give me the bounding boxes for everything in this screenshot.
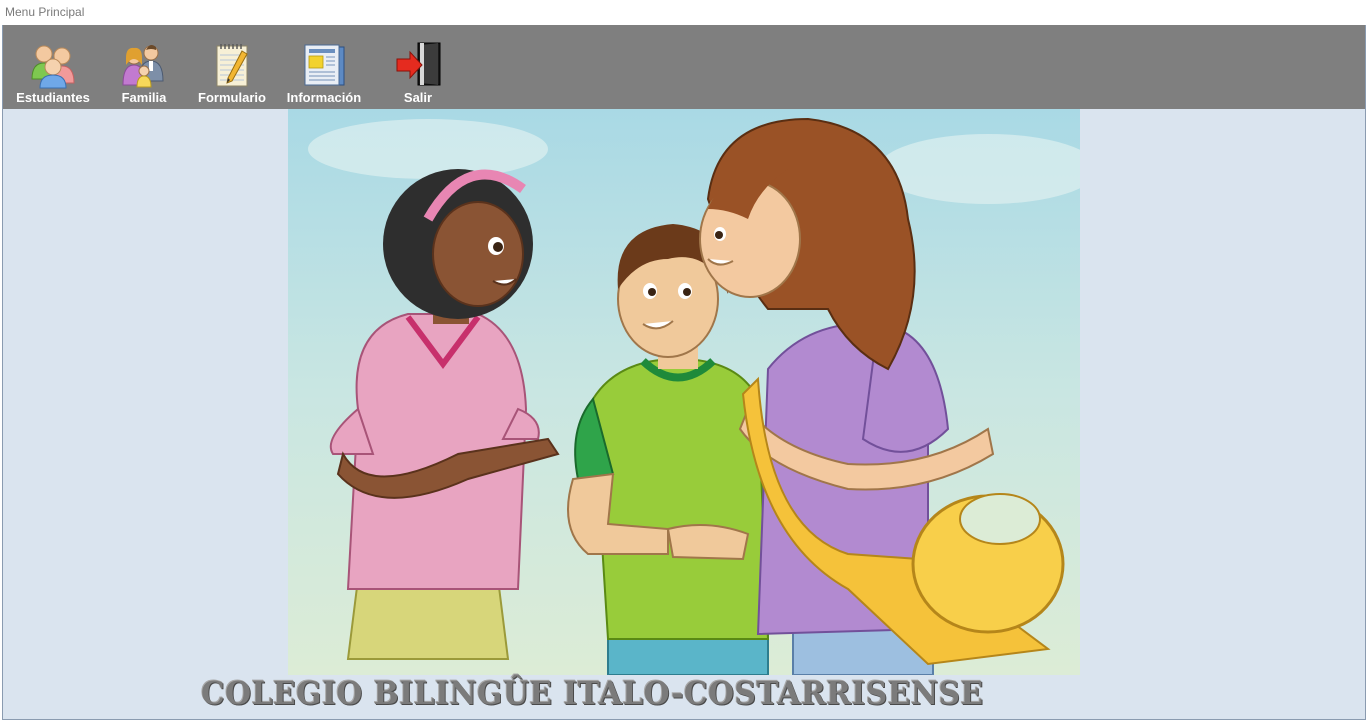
- newspaper-icon: [300, 41, 348, 89]
- family-icon: [120, 41, 168, 89]
- school-name-heading: COLEGIO BILINGÛE ITALO-COSTARRISENSE: [201, 674, 984, 712]
- title-bar[interactable]: [0, 0, 1366, 25]
- family-button[interactable]: [111, 41, 177, 107]
- exit-label: Salir: [403, 90, 433, 105]
- client-area: [2, 25, 1366, 720]
- window-title: Menu Principal: [5, 5, 85, 19]
- form-label: Formulario: [198, 90, 266, 105]
- students-button[interactable]: [15, 41, 91, 107]
- information-label: Información: [286, 90, 362, 105]
- family-label: Familia: [121, 90, 167, 105]
- exit-door-icon: [394, 41, 442, 89]
- students-illustration: [288, 109, 1080, 675]
- illustration-graphic: [288, 109, 1080, 675]
- students-label: Estudiantes: [16, 90, 90, 105]
- exit-button[interactable]: [389, 41, 447, 107]
- form-button[interactable]: [195, 41, 269, 107]
- notepad-icon: [208, 41, 256, 89]
- information-button[interactable]: [283, 41, 365, 107]
- toolbar: [3, 25, 1365, 109]
- students-icon: [29, 41, 77, 89]
